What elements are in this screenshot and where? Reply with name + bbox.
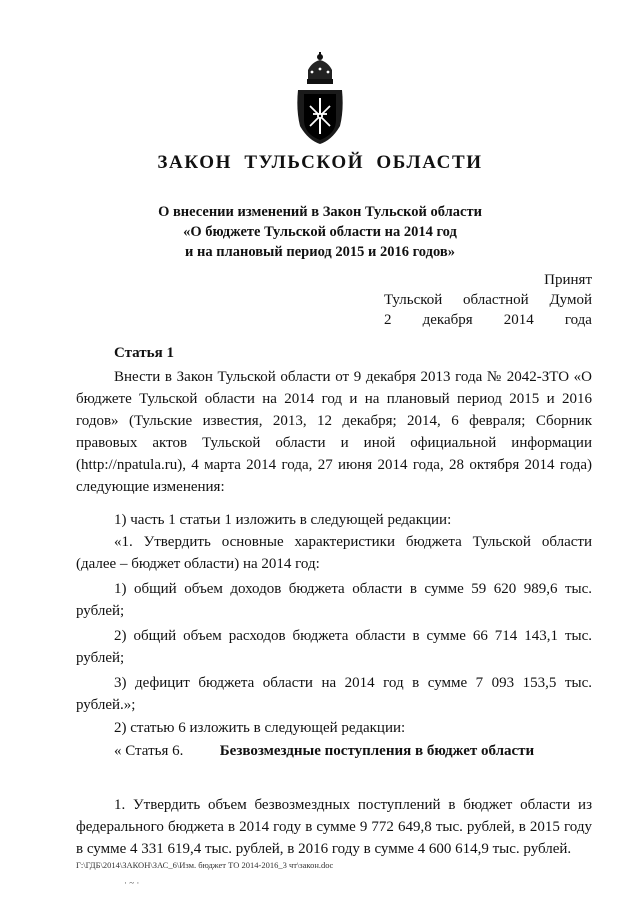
- article-6-clause-1: [76, 794, 592, 860]
- paragraph: «1. Утвердить основные характеристики бюджета Тульской области (далее – бюджет области) на 2014 год:: [76, 534, 592, 572]
- adoption-block: [384, 270, 592, 330]
- adopted-by: [384, 290, 592, 310]
- adopted-date-part: 2014: [503, 312, 534, 328]
- paragraph: 1) часть 1 статьи 1 изложить в следующей редакции:: [114, 512, 452, 528]
- article-6-heading: [114, 740, 534, 762]
- amendment-item-1: [76, 509, 592, 531]
- paragraph: 1. Утвердить объем безвозмездных поступлений в бюджет области из федерального бюджета в 2014 году в сумме 9 772 649,8 тыс. рублей, в 2015 году в сумме 4 331 619,4 тыс. рублей, в 2016 году в сумме 4 600 614,9 тыс. рублей.: [76, 797, 592, 857]
- article-1-heading: Статья 1: [114, 345, 174, 361]
- paragraph: Внести в Закон Тульской области от 9 декабря 2013 года № 2042-ЗТО «О бюджете Тульской области на 2014 год и на плановый период 2015 и 2016 годов» (Тульские известия, 2013, 12 декабря; 2014, 6 февраля; Сборник правовых актов Тульской области и иной официальной информации (http://npatula.ru), 4 марта 2014 года, 27 июня 2014 года, 28 октября 2014 года) следующие изменения:: [76, 369, 592, 495]
- paragraph: 2) статью 6 изложить в следующей редакции:: [114, 720, 406, 736]
- law-subtitle: [0, 202, 640, 262]
- law-title: ЗАКОН ТУЛЬСКОЙ ОБЛАСТИ: [157, 152, 483, 173]
- paragraph: 1) общий объем доходов бюджета области в сумме 59 620 989,6 тыс. рублей;: [76, 581, 592, 619]
- adopted-by-word: областной: [463, 292, 529, 308]
- amendment-item-2: [76, 717, 592, 739]
- adopted-date-part: года: [564, 312, 592, 328]
- paragraph: 2) общий объем расходов бюджета области в сумме 66 714 143,1 тыс. рублей;: [76, 628, 592, 666]
- adopted-date: [384, 310, 592, 330]
- file-path-footer: Г:\ГДБ\2014\ЗАКОН\ЗАС_6\Изм. бюджет ТО 2014-2016_3 чт\закон.doc: [76, 860, 334, 870]
- paragraph: 3) дефицит бюджета области на 2014 год в сумме 7 093 153,5 тыс. рублей.»;: [76, 675, 592, 713]
- sub-item-expenditures: [76, 625, 592, 669]
- quoted-clause-1: [76, 531, 592, 575]
- sub-item-deficit: [76, 672, 592, 716]
- article-6-label: « Статья 6.: [114, 743, 184, 759]
- subtitle-line: и на плановый период 2015 и 2016 годов»: [185, 244, 455, 260]
- adopted-by-word: Тульской: [384, 292, 443, 308]
- adopted-label: Принят: [544, 272, 592, 288]
- subtitle-line: «О бюджете Тульской области на 2014 год: [183, 224, 457, 240]
- page-mark: · ~ ·: [124, 878, 140, 888]
- sub-item-revenues: [76, 578, 592, 622]
- adopted-date-part: 2: [384, 312, 392, 328]
- tula-coat-of-arms-icon: [294, 50, 346, 146]
- article-1-intro: [76, 366, 592, 498]
- adopted-by-word: Думой: [549, 292, 592, 308]
- article-6-title: Безвозмездные поступления в бюджет области: [219, 743, 535, 759]
- adopted-date-part: декабря: [422, 312, 473, 328]
- subtitle-line: О внесении изменений в Закон Тульской области: [158, 204, 482, 220]
